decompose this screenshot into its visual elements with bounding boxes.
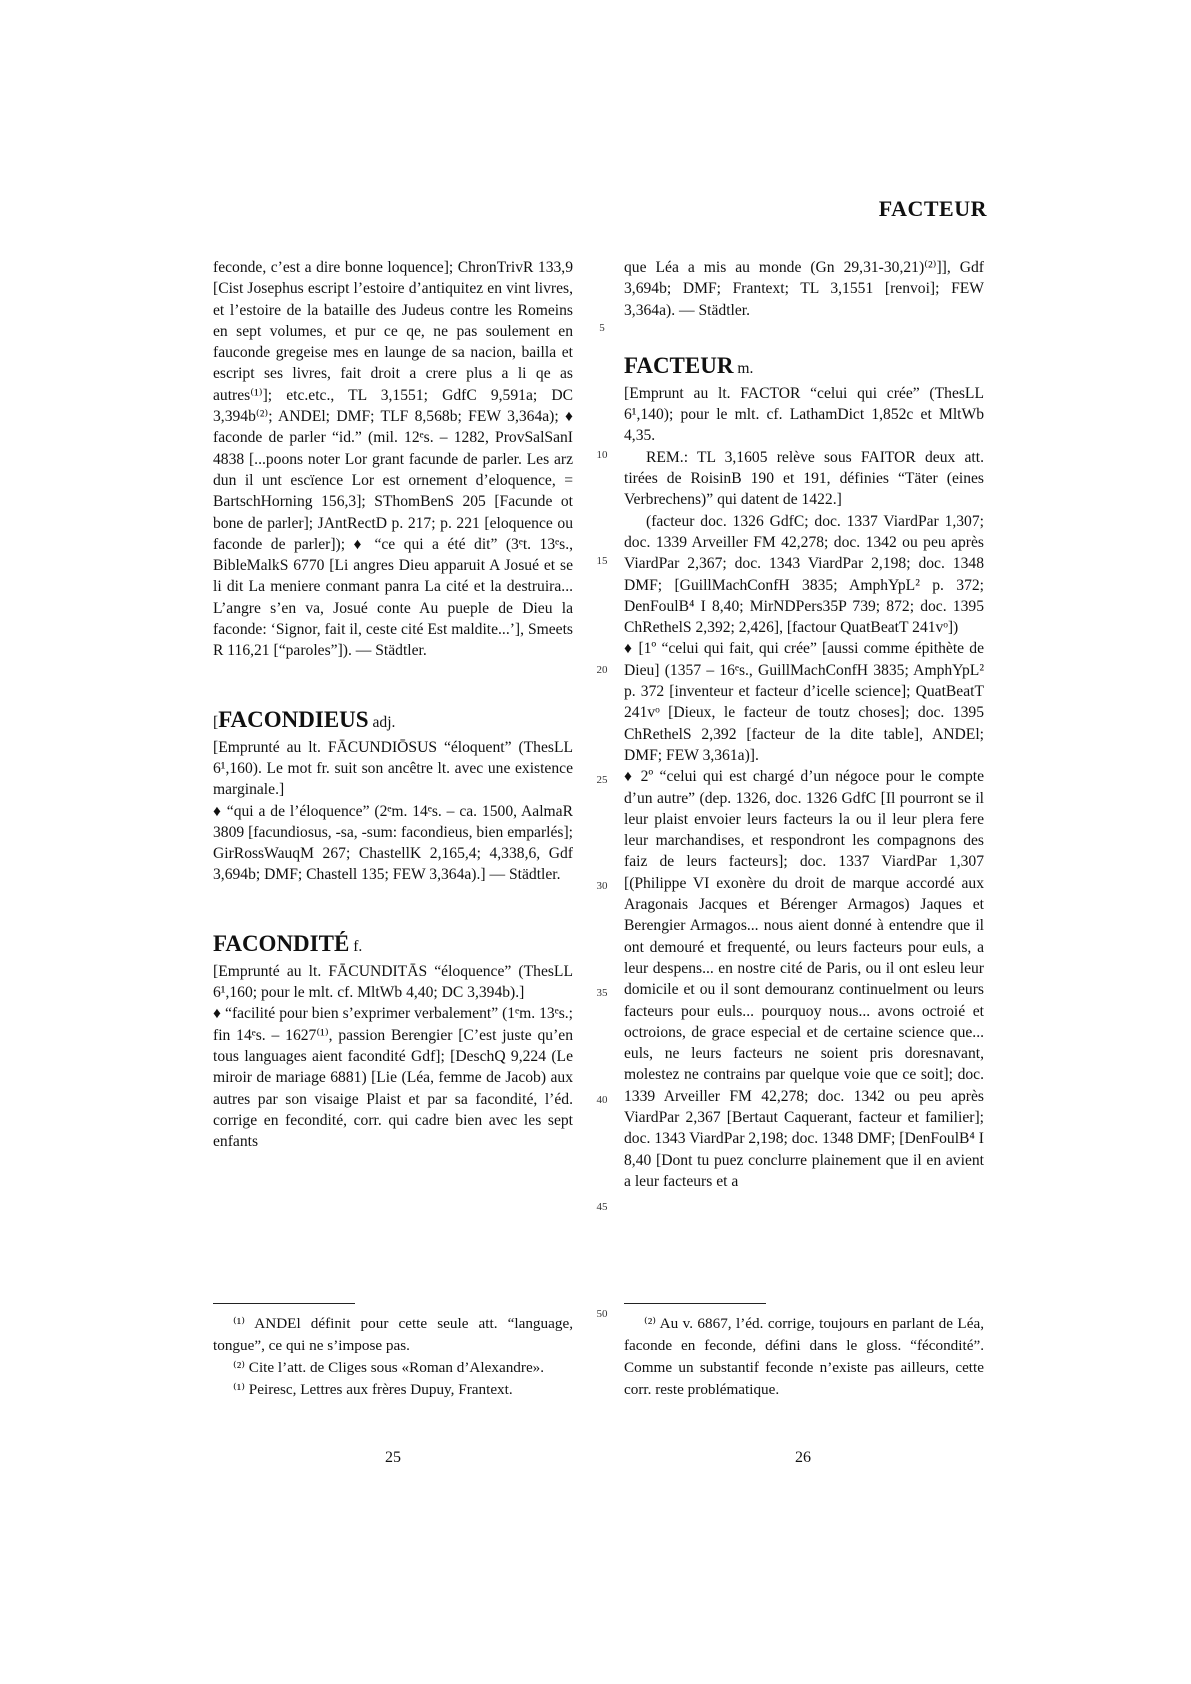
page-number-right: 26 [795, 1449, 811, 1466]
entry-bracket: [ [213, 713, 219, 731]
entry-facteur [624, 352, 984, 1192]
line-number: 40 [596, 1094, 608, 1106]
grammar-tag: m. [737, 359, 754, 377]
entry-head [624, 352, 984, 383]
line-number: 50 [596, 1308, 608, 1320]
lemma-faconditee: FACONDITÉ [213, 930, 350, 956]
footnote: ⁽²⁾ Au v. 6867, l’éd. corrige, toujours en parlant de Léa, faconde en feconde, défini dans le gloss. “fécondité”. Comme un substantif feconde n’existe pas ailleurs, cette corr. reste problématique. [624, 1315, 984, 1398]
left-continuation-text: feconde, c’est a dire bonne loquence]; ChronTrivR 133,9 [Cist Josephus escript l’estoire d’antiquitez en vint livres, et l’estoire de la bataille des Judeus contre les Romeins en sept volumes, et pur ce qe, ne pas soulement en fauconde gregeise mes en launge de sa nacion, bailla et escript ses livres, fait droit a crere plus a li qe as autres⁽¹⁾]; etc.etc., TL 3,1551; GdfC 9,591a; DC 3,394b⁽²⁾; ANDEl; DMF; TLF 8,568b; FEW 3,364a); ♦ faconde de parler “id.” (mil. 12ᵉs. – 1282, ProvSalSanI 4838 [...poons noter Lor grant facunde de parler. Les arz dun il unt escïence Lor est ornement d’eloquence, = BartschHorning 156,3]; SThomBenS 205 [Facunde ot bone de parler]; JAntRectD p. 217; p. 221 [eloquence ou faconde de parler]); ♦ “ce qui a été dit” (3ᵉt. 13ᵉs., BibleMalkS 6770 [Li angres Dieu apparuit A Josué et se li dit La meniere conmant panra La cité et la destruira... L’angre s’en va, Josué conte Au pueple de Dieu la faconde: ‘Signor, fait il, ceste cité Est maldite...’], Smeets R 116,21 [“paroles”]). — Städtler. [213, 259, 573, 660]
lemma-facteur: FACTEUR [624, 352, 734, 378]
footnote-rule [624, 1303, 766, 1304]
grammar-tag: adj. [372, 713, 396, 731]
right-column [624, 257, 984, 1192]
line-number: 15 [596, 555, 608, 567]
line-number: 35 [596, 987, 608, 999]
entry-faconditee [213, 930, 573, 1153]
attested-forms: (facteur doc. 1326 GdfC; doc. 1337 ViardPar 1,307; doc. 1339 Arveiller FM 42,278; doc. 1342 ou peu après ViardPar 2,367; doc. 1343 ViardPar 2,198; doc. 1348 DMF; [GuillMachConfH 3835; AmphYpL² p. 372; DenFoulB⁴ I 8,40; MirNDPers35P 739; 872; doc. 1395 ChRethelS 2,392; 2,426], [factour QuatBeatT 241vᵒ]) [624, 512, 984, 637]
line-number: 5 [599, 322, 605, 334]
footnote: ⁽¹⁾ Peiresc, Lettres aux frères Dupuy, Frantext. [233, 1381, 513, 1398]
sense: ♦ “qui a de l’éloquence” (2ᵉm. 14ᵉs. – ca. 1500, AalmaR 3809 [facundiosus, -sa, -sum: facondieus, bien emparlés]; GirRossWauqM 267; ChastellK 2,165,4; 4,338,6, Gdf 3,694b; DMF; Chastell 135; FEW 3,364a).] — Städtler. [213, 802, 573, 884]
entry-facondieus [213, 706, 573, 886]
page-number-left: 25 [385, 1449, 401, 1466]
grammar-tag: f. [353, 937, 363, 955]
etymology: [Emprunté au lt. FĀCUNDITĀS “éloquence” (ThesLL 6¹,160; pour le mlt. cf. MltWb 4,40; DC 3,394b).] [213, 962, 573, 1002]
running-head: FACTEUR [878, 196, 987, 221]
etymology: [Emprunté au lt. FĀCUNDIŌSUS “éloquent” (ThesLL 6¹,160). Le mot fr. suit son ancêtre lt. avec une existence marginale.] [213, 738, 573, 799]
sense-1: ♦ [1º “celui qui fait, qui crée” [aussi comme épithète de Dieu] (1357 – 16ᵉs., GuillMachConfH 3835; AmphYpL² p. 372 [inventeur et facteur d’icelle science]; QuatBeatT 241vᵒ [Dieux, le facteur de toutz choses]; doc. 1395 ChRethelS 2,392 [facteur de la dite table], ANDEl; DMF; FEW 3,361a)]. [624, 640, 984, 764]
footnote: ⁽¹⁾ ANDEl définit pour cette seule att. “language, tongue”, ce qui ne s’impose pas. [213, 1315, 573, 1354]
line-number: 10 [596, 449, 608, 461]
line-number: 25 [596, 774, 608, 786]
etymology: [Emprunt au lt. FACTOR “celui qui crée” (ThesLL 6¹,140); pour le mlt. cf. LathamDict 1,852c et MltWb 4,35. [624, 384, 984, 445]
line-number: 30 [596, 880, 608, 892]
entry-head [213, 706, 573, 737]
footnote: ⁽²⁾ Cite l’att. de Cliges sous «Roman d’Alexandre». [233, 1359, 545, 1376]
left-footnotes [213, 1313, 573, 1401]
line-number: 45 [596, 1201, 608, 1213]
line-number: 20 [596, 664, 608, 676]
remark: REM.: TL 3,1605 relève sous FAITOR deux att. tirées de RoisinB 190 et 191, définies “Täter (eines Verbrechens)” qui datent de 1422.] [624, 448, 984, 509]
sense-2: ♦ 2º “celui qui est chargé d’un négoce pour le compte d’un autre” (dep. 1326, doc. 1326 GdfC [Il pourront se il leur plaist envoier leurs facteurs la ou il leur plera fere leur marchandises, et respondront les compagnons des faiz de leurs facteurs]; doc. 1337 ViardPar 1,307 [(Philippe VI exonère du droit de marque accordé aux Aragonais Jacques et Bérenger Armagos) Jaques et Berengier Armagos... nous aient donné à entendre que il ont demouré et frequenté, ou leurs facteurs pour euls, a leur despens... en nostre cité de Paris, ou il ont esleu leur domicile et ou il sont demouranz continuelment ou leurs facteurs pour euls... pourquoy nous... avons octroié et octroions, de grace especial et de certaine science que... euls, ne leurs facteurs ne soient pris doresnavant, molestez ne contrains par quelque voie que ce soit]; doc. 1339 Arveiller FM 42,278; doc. 1342 ou peu après ViardPar 2,367 [Bertaut Caquerant, facteur et familier]; doc. 1343 ViardPar 2,198; doc. 1348 DMF; [DenFoulB⁴ I 8,40 [Dont tu puez conclurre plainement que il en avient a leur facteurs et a [624, 768, 984, 1190]
lemma-facondieus: FACONDIEUS [218, 706, 369, 732]
right-footnotes [624, 1313, 984, 1401]
left-column [213, 257, 573, 1152]
footnote-rule [213, 1303, 355, 1304]
right-continuation-text: que Léa a mis au monde (Gn 29,31-30,21)⁽²⁾]], Gdf 3,694b; DMF; Frantext; TL 3,1551 [renvoi]; FEW 3,364a). — Städtler. [624, 259, 984, 319]
entry-head [213, 930, 573, 961]
sense: ♦ “facilité pour bien s’exprimer verbalement” (1ᵉm. 13ᵉs.; fin 14ᵉs. – 1627⁽¹⁾, passion Berengier [C’est juste qu’en tous languages aient facondité Gdf]; [DeschQ 9,224 (Le miroir de mariage 6881) [Lie (Léa, femme de Jacob) aux autres par son visaige Plaist et par sa facondité, l’éd. corrige en fecondité, corr. qui cadre bien avec les sept enfants [213, 1005, 573, 1151]
